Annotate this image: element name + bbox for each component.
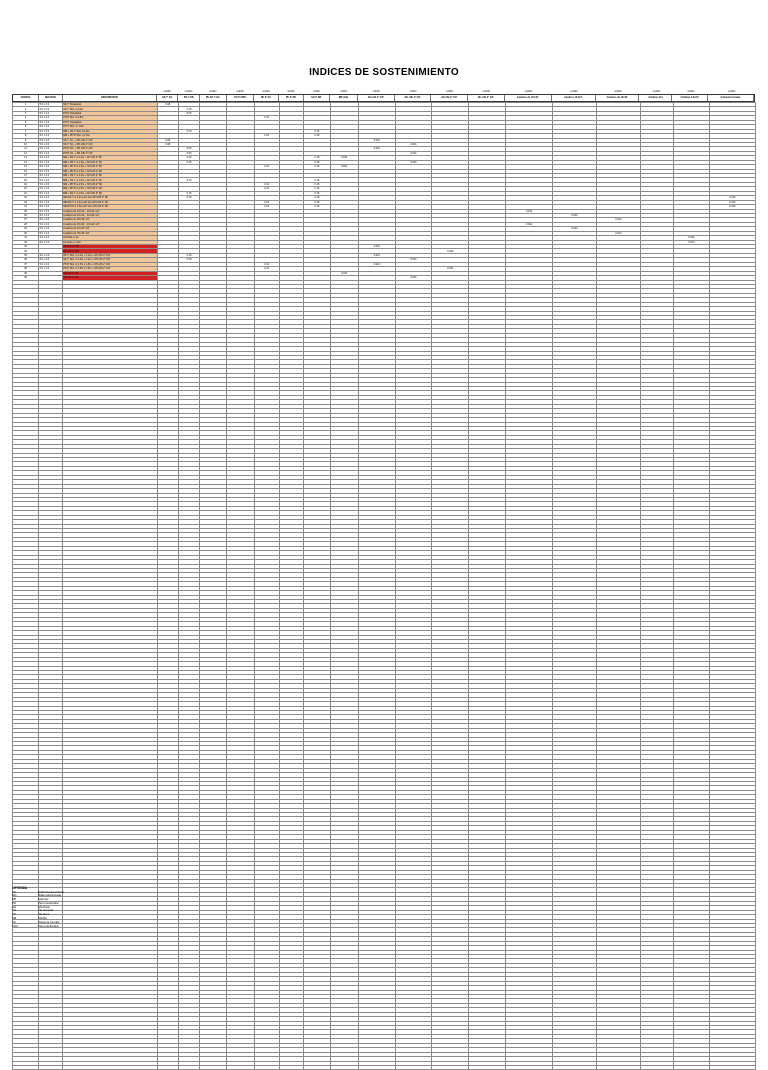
row-description: MB + PH 8' Sist. 4,1,5m (62, 134, 157, 138)
row-code: 30 (13, 231, 39, 235)
empty-cell (640, 1065, 673, 1069)
value-cell: 0.16 (304, 178, 330, 182)
value-cell: 0.16 (304, 182, 330, 186)
value-cell: 0.410 (709, 196, 755, 200)
row-description: MB + SS 7' a 1.5m + SH s/fb 2" SF (62, 191, 157, 195)
row-section: 5.0 x 3.0 (39, 231, 63, 235)
unit-cell: und/tlm (262, 91, 270, 93)
row-code: 32 (13, 240, 39, 244)
column-header: Cimbras 4x4 (639, 95, 672, 101)
row-description: Cuadros de 10'x10' - 10'x10' a 8' (62, 222, 157, 226)
unit-cell: und/tlm (652, 91, 661, 93)
row-code: 2 (13, 107, 39, 111)
row-description: Cuadros de 12'x12' a 8' (62, 227, 157, 231)
row-description: Cimbras a 1m (62, 236, 157, 240)
value-cell: 0.012 (553, 227, 597, 231)
row-description: PH 8' Oc. + SH s/fb 2" C/F (62, 147, 157, 151)
unit-cell: m3/tlm (340, 91, 348, 93)
value-cell: 0.05 (178, 151, 199, 155)
unit-cell: und/tlm (524, 91, 533, 93)
row-section: 5.0 x 3.0 (39, 240, 63, 244)
row-section: 5.0 x 3.0 (39, 156, 63, 160)
legend-key: CC (12, 919, 17, 924)
row-code: 16 (13, 169, 39, 173)
value-cell: 0.16 (304, 156, 330, 160)
row-description: SH s/fb 2" C/F (62, 249, 157, 253)
value-cell: 0.012 (505, 209, 552, 213)
row-code: 24 (13, 205, 39, 209)
value-cell: 0.15 (178, 191, 199, 195)
value-cell: 0.012 (597, 231, 641, 235)
row-code: 19 (13, 182, 39, 186)
column-header: Cimbras 3.5x3.5 (672, 95, 707, 101)
unit-cell (38, 90, 62, 94)
value-cell: 0.021 (330, 165, 358, 169)
value-cell: 0.021 (358, 245, 395, 249)
empty-cell (254, 1065, 279, 1069)
row-code: 10 (13, 142, 39, 146)
value-cell: 0.15 (178, 258, 199, 262)
legend-value: Malla Electrosoldada (38, 889, 64, 894)
legend-key: PHd (12, 923, 18, 928)
row-code: 15 (13, 165, 39, 169)
row-code: 40 (13, 276, 39, 280)
row-code: 28 (13, 222, 39, 226)
legend-key: PH (12, 900, 16, 905)
value-cell: 0.021 (395, 276, 432, 280)
row-section: 5.0 x 3.0 (39, 147, 63, 151)
legend-key: SB (12, 897, 16, 902)
unit-cell: m3/tlm (313, 91, 320, 93)
column-header: SH s/fb 2" C/F (431, 95, 468, 101)
unit-cell: und/tlm (184, 91, 193, 93)
legend (12, 886, 312, 928)
row-description: SB+PH 8' a 1.5m+CC 2m+SH s/fb 4" SF (62, 205, 157, 209)
legend-value: Shotbo (38, 916, 47, 921)
legend-value: Split Set (38, 897, 49, 902)
row-description: Cuadros de 10'x10' - 10'x10' a 8' (62, 209, 157, 213)
value-cell: 0.05 (178, 111, 199, 115)
column-header: MB (m2) (330, 95, 358, 101)
row-description: MB + PH 8' a 1.5m + SH s/fb 2" SF (62, 187, 157, 191)
page-title: INDICES DE SOSTENIMIENTO (309, 67, 459, 78)
row-description: MB + PH 8' a 1.5m + SH s/fb 2" SF (62, 165, 157, 169)
unit-cell: m3/tlm (409, 91, 417, 93)
value-cell: 0.021 (330, 271, 358, 275)
legend-key: MG (12, 893, 17, 898)
row-section: 5.0 x 3.0 (39, 151, 63, 155)
row-description: MB + PH 8' a 1.5m + SH s/fb 2" SF (62, 169, 157, 173)
row-code: 11 (13, 147, 39, 151)
unit-cell: und/tlm (446, 91, 454, 93)
value-cell: 0.15 (178, 253, 199, 257)
empty-cell (358, 1065, 395, 1069)
value-cell: 0.16 (304, 160, 330, 164)
value-cell: 0.16 (304, 205, 330, 209)
row-section: 5.0 x 3.0 (39, 174, 63, 178)
value-cell: 0.16 (304, 129, 330, 133)
legend-key: SM (12, 916, 17, 921)
row-description: Cuadros de 12'x12' - 12'x12' a 8' (62, 213, 157, 217)
row-section: 5.0 x 3.0 (39, 218, 63, 222)
row-description: MB + SS 7' a 1.2m + SH s/fb 2" SF (62, 156, 157, 160)
value-cell: 0.13 (254, 182, 279, 186)
value-cell: 0.13 (254, 116, 279, 120)
row-section: 5.0 x 3.0 (39, 182, 63, 186)
row-description: MB + SS 7' a 1.2m + SH s/fb 2" SF (62, 160, 157, 164)
value-cell: 0.021 (358, 262, 395, 266)
row-description: SH s/fb 2" SF (62, 271, 157, 275)
column-header: SH s/fb 2" C/F (468, 95, 505, 101)
value-cell: 0.16 (304, 165, 330, 169)
row-description: SS 7' Ocasional (62, 103, 157, 107)
empty-cell (13, 1065, 39, 1069)
unit-cell: und/tlm (236, 91, 244, 93)
column-header: SH 5' SB (304, 95, 330, 101)
value-cell: 0.05 (178, 147, 199, 151)
column-header: Cuadros 12'x12' (552, 95, 596, 101)
empty-cell (395, 1065, 432, 1069)
column-header: PH 5'/ 8SS (227, 95, 254, 101)
column-header: PH 5' GC (254, 95, 279, 101)
empty-cell (553, 1065, 597, 1069)
row-code: 33 (13, 245, 39, 249)
value-cell: 0.021 (358, 147, 395, 151)
value-cell: 0.15 (178, 196, 199, 200)
row-description: SH s/fb 2" SF (62, 276, 157, 280)
unit-cell: und/tlm (287, 91, 295, 93)
legend-key: SS (12, 889, 16, 894)
row-section: 5.0 x 3.0 (39, 222, 63, 226)
empty-cell (505, 1065, 552, 1069)
row-code: 4 (13, 116, 39, 120)
value-cell: 0.021 (358, 253, 395, 257)
row-section: 5.0 x 3.0 (39, 116, 63, 120)
value-cell: 0.08 (157, 138, 178, 142)
value-cell: 0.16 (304, 191, 330, 195)
row-code: 1 (13, 103, 39, 107)
row-section: 5.0 x 3.0 (39, 205, 63, 209)
row-description: Cuadros de 15'x15' a 8' (62, 218, 157, 222)
value-cell: 0.16 (304, 200, 330, 204)
value-cell: 0.15 (178, 107, 199, 111)
column-header: SECCION (39, 95, 63, 101)
row-section: 5.0 x 3.0 (39, 142, 63, 146)
empty-cell (178, 1065, 199, 1069)
row-code: 5 (13, 120, 39, 124)
legend-item (12, 925, 312, 929)
row-section: 5.0 x 3.0 (39, 213, 63, 217)
row-code: 9 (13, 138, 39, 142)
empty-cell (157, 1065, 178, 1069)
column-header: SS 7' SB (178, 95, 199, 101)
row-code: 27 (13, 218, 39, 222)
value-cell: 0.021 (358, 138, 395, 142)
column-header: PH Sd 7' GC (200, 95, 227, 101)
value-cell: 0.15 (178, 156, 199, 160)
row-code: 20 (13, 187, 39, 191)
value-cell: 0.16 (304, 196, 330, 200)
row-code: 25 (13, 209, 39, 213)
row-description: PH 5' Ocasional (62, 120, 157, 124)
value-cell: 0.021 (330, 156, 358, 160)
row-code: 35 (13, 253, 39, 257)
unit-cell: und/tlm (163, 91, 171, 93)
row-code: 23 (13, 200, 39, 204)
value-cell: 0.13 (254, 205, 279, 209)
value-cell: 0.13 (254, 165, 279, 169)
value-cell: 0.021 (395, 151, 432, 155)
row-section: 5.0 x 3.0 (39, 227, 63, 231)
row-code: 39 (13, 271, 39, 275)
column-header: SS 7' GC (157, 95, 178, 101)
row-code: 37 (13, 262, 39, 266)
row-section: 5.0 x 3.0 (39, 160, 63, 164)
row-code: 38 (13, 267, 39, 271)
row-section: 5.0 x 3.0 (39, 107, 63, 111)
value-cell: 0.08 (157, 103, 178, 107)
row-description: SS 7' Sist. 4 1.2m + 1.2m + SH s/fb 2" C/F (62, 258, 157, 262)
row-description: SS 7' Sist. 4,1,5m (62, 107, 157, 111)
row-description: PH 8' Sist. 4,1,5m (62, 116, 157, 120)
unit-cell: und/tlm (687, 91, 695, 93)
value-cell: 0.13 (178, 129, 199, 133)
unit-cell: und/tlm (482, 91, 491, 93)
row-code: 14 (13, 160, 39, 164)
row-description: SB+SS 7' a 1.2m+CC 2m+SH s/fb 2" SF (62, 196, 157, 200)
value-cell: 0.074 (674, 240, 710, 244)
legend-value: Perno Helicoidal (38, 900, 59, 905)
unit-cell: und/tlm (209, 91, 217, 93)
row-code: 21 (13, 191, 39, 195)
row-description: PH 8' Sist. 4 1.5m x 1.5m + SH s/fb 2" C/F (62, 262, 157, 266)
row-section: 5.0 x 3.0 (39, 267, 63, 271)
value-cell: 0.13 (254, 262, 279, 266)
row-code: 7 (13, 129, 39, 133)
value-cell: 0.410 (709, 200, 755, 204)
row-section: 5.0 x 3.0 (39, 129, 63, 133)
row-description: SS 7' Oc. + SH s/fb 2" C/F (62, 138, 157, 142)
empty-cell (432, 1065, 469, 1069)
row-code: 36 (13, 258, 39, 262)
row-section: 5.0 x 3.0 (39, 165, 63, 169)
value-cell: 0.021 (432, 249, 469, 253)
column-header: SH s/fb 2" C/F (395, 95, 432, 101)
row-description: MB + PH 8' a 1.5m + SH s/fb 2" SF (62, 182, 157, 186)
empty-cell (200, 1065, 227, 1069)
value-cell: 0.13 (254, 187, 279, 191)
row-section: 5.0 x 3.0 (39, 103, 63, 107)
row-code: 34 (13, 249, 39, 253)
row-description: Cimbras a 1.5m (62, 240, 157, 244)
row-description: PH 8' Oc. + SH s/fb 2" C/F (62, 151, 157, 155)
value-cell: 0.16 (304, 187, 330, 191)
row-section: 5.0 x 3.0 (39, 262, 63, 266)
unit-cell: m3/tlm (372, 91, 380, 93)
row-section: 5.0 x 3.0 (39, 111, 63, 115)
row-code: 13 (13, 156, 39, 160)
row-section: 5.0 x 3.0 (39, 236, 63, 240)
row-section: 5.0 x 3.0 (39, 200, 63, 204)
value-cell: 0.08 (157, 142, 178, 146)
row-description: SS 7' Sist. 4 1.2m + 1.2m + SH s/fb 2" C/F (62, 253, 157, 257)
empty-cell (62, 1065, 157, 1069)
row-section: 5.0 x 3.0 (39, 187, 63, 191)
empty-cell (227, 1065, 254, 1069)
value-cell: 0.012 (553, 213, 597, 217)
legend-title: LEYENDA (12, 886, 28, 890)
legend-key: VH (12, 908, 16, 913)
row-code: 12 (13, 151, 39, 155)
value-cell: 0.021 (395, 160, 432, 164)
legend-value: Malla Galvanizada (38, 893, 62, 898)
value-cell: 0.021 (395, 258, 432, 262)
row-code: 22 (13, 196, 39, 200)
row-description: MB + SS 7' a 1.5m + SH s/fb 2" SF (62, 178, 157, 182)
unit-cell (62, 90, 157, 94)
legend-value: Shotcrete (38, 904, 50, 909)
row-section: 5.0 x 3.0 (39, 178, 63, 182)
row-description: Cuadros de 15'x15' a 8' (62, 231, 157, 235)
empty-cell (39, 1065, 63, 1069)
column-header: Cuadros de 15x15 (596, 95, 640, 101)
empty-cell (304, 1065, 330, 1069)
row-description: SH s/fb 2" C/F (62, 245, 157, 249)
row-section: 5.0 x 3.0 (39, 125, 63, 129)
legend-value: Columna Circular (38, 919, 60, 924)
unit-row (12, 90, 755, 94)
value-cell: 0.021 (395, 142, 432, 146)
column-header: Cuadros de 10'x10' (505, 95, 552, 101)
unit-cell (12, 90, 38, 94)
legend-key: SH (12, 904, 16, 909)
empty-cell (709, 1065, 755, 1069)
value-cell: 0.13 (254, 134, 279, 138)
unit-cell: und/tlm (614, 91, 622, 93)
legend-value: Perno Helicoidal (38, 923, 59, 928)
value-cell: 0.16 (304, 134, 330, 138)
row-code: 29 (13, 227, 39, 231)
row-description: MB + SS 7' Sist. 4,1,5m (62, 129, 157, 133)
value-cell: 0.021 (432, 267, 469, 271)
row-section: 5.0 x 3.0 (39, 120, 63, 124)
row-code: 6 (13, 125, 39, 129)
empty-cell (330, 1065, 358, 1069)
value-cell: 0.13 (178, 178, 199, 182)
row-section: 5.0 x 3.0 (39, 134, 63, 138)
legend-value: Via Humeda (38, 908, 54, 913)
column-header: DESCRIPCION (63, 95, 158, 101)
row-code: 31 (13, 236, 39, 240)
table-row (13, 1065, 756, 1069)
row-section: 5.0 x 3.0 (39, 258, 63, 262)
unit-cell: und/tlm (570, 91, 578, 93)
legend-value: Via Seca (38, 912, 50, 917)
row-description: PH 8' Sist. 4 1.5m x 1.5m + SH s/fb 2" C/F (62, 267, 157, 271)
row-description: PH 8' Ocasional (62, 111, 157, 115)
row-section: 5.0 x 3.0 (39, 138, 63, 142)
column-header: SH s/fb 2" C/F (358, 95, 395, 101)
row-section: 5.0 x 3.0 (39, 196, 63, 200)
row-description: PH 5' Sist. 4, 1.5m (62, 125, 157, 129)
value-cell: 0.410 (709, 205, 755, 209)
row-code: 18 (13, 178, 39, 182)
value-cell: 0.13 (254, 200, 279, 204)
column-header: PH 5' SB (279, 95, 304, 101)
column-header: Columna Circular (708, 95, 754, 101)
row-description: SS 7' Oc. + SH s/fb 2" C/F (62, 142, 157, 146)
value-cell: 0.13 (254, 267, 279, 271)
row-description: SB+SS 7' a 1.2m+CC 2m+SH s/fb 4" SF (62, 200, 157, 204)
legend-key: VS (12, 912, 16, 917)
row-code: 3 (13, 111, 39, 115)
row-section: 5.0 x 3.0 (39, 253, 63, 257)
row-code: 26 (13, 213, 39, 217)
row-section: 5.0 x 3.0 (39, 191, 63, 195)
empty-cell (279, 1065, 304, 1069)
value-cell: 0.012 (505, 222, 552, 226)
row-code: 17 (13, 174, 39, 178)
row-section: 5.0 x 3.0 (39, 169, 63, 173)
header-row (12, 94, 755, 102)
row-section: 5.0 x 3.0 (39, 209, 63, 213)
empty-cell (597, 1065, 641, 1069)
row-description: MB + SS 7' a 1.2m + SH s/fb 2" SF (62, 174, 157, 178)
value-cell: 0.15 (178, 160, 199, 164)
row-code: 8 (13, 134, 39, 138)
empty-cell (674, 1065, 710, 1069)
unit-cell: und/tlm (728, 91, 736, 93)
column-header: CODIGO (13, 95, 39, 101)
empty-cell (469, 1065, 506, 1069)
value-cell: 0.012 (597, 218, 641, 222)
value-cell: 0.022 (674, 236, 710, 240)
